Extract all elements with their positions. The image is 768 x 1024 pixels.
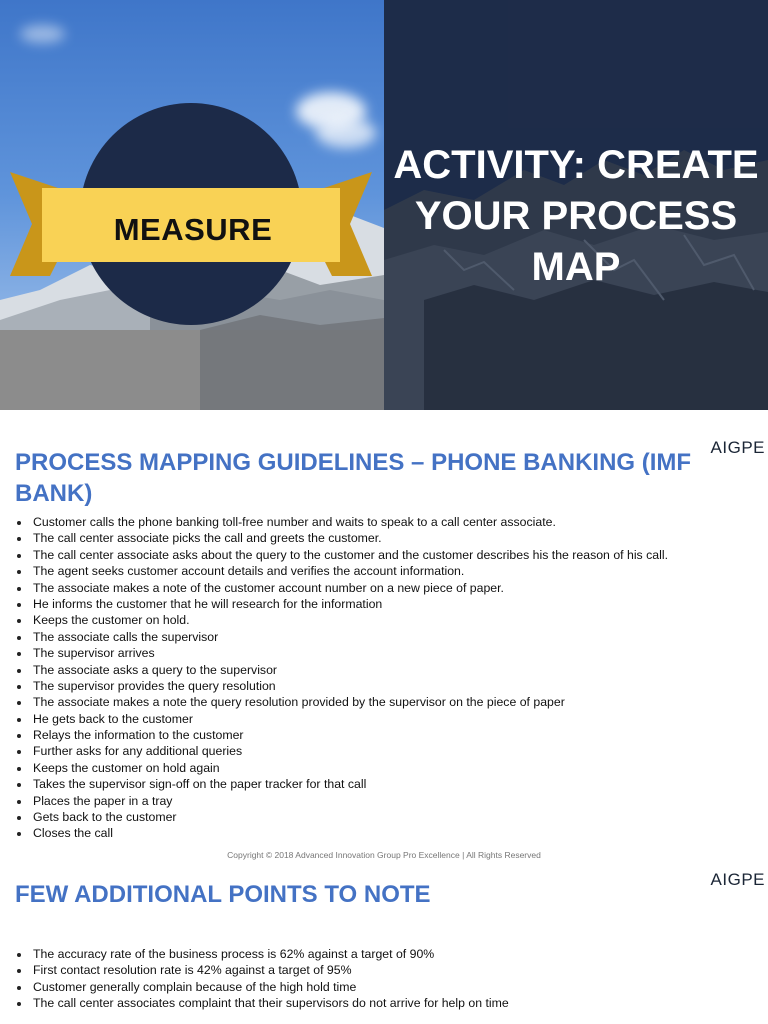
phase-label: MEASURE	[113, 212, 273, 247]
list-item: The accuracy rate of the business process is 62% against a target of 90%	[15, 946, 509, 962]
copyright-footer: Copyright © 2018 Advanced Innovation Group Pro Excellence | All Rights Reserved	[227, 850, 541, 860]
list-item: Keeps the customer on hold again	[15, 760, 668, 776]
guidelines-slide	[0, 432, 768, 864]
list-item: The associate makes a note the query resolution provided by the supervisor on the piece of paper	[15, 694, 668, 710]
list-item: First contact resolution rate is 42% against a target of 95%	[15, 962, 509, 978]
additional-points-slide	[0, 864, 768, 1024]
list-item: Customer generally complain because of the high hold time	[15, 979, 509, 995]
slide-title-line: MAP	[531, 245, 621, 289]
list-item: Keeps the customer on hold.	[15, 612, 668, 628]
list-item: Gets back to the customer	[15, 809, 668, 825]
list-item: The call center associate picks the call and greets the customer.	[15, 530, 668, 546]
list-item: Places the paper in a tray	[15, 793, 668, 809]
list-item: Relays the information to the customer	[15, 727, 668, 743]
list-item: He informs the customer that he will research for the information	[15, 596, 668, 612]
list-item: Takes the supervisor sign-off on the paper tracker for that call	[15, 776, 668, 792]
list-item: Further asks for any additional queries	[15, 743, 668, 759]
list-item: The supervisor provides the query resolution	[15, 678, 668, 694]
slide-title-line: YOUR PROCESS	[414, 194, 738, 238]
list-item: The agent seeks customer account details and verifies the account information.	[15, 563, 668, 579]
list-item: The associate calls the supervisor	[15, 629, 668, 645]
slide-divider	[0, 410, 768, 432]
brand-logo: AIGPE	[710, 870, 765, 889]
list-item: The call center associate asks about the query to the customer and the customer describes his the reason of his call.	[15, 547, 668, 563]
list-item: The associate makes a note of the customer account number on a new piece of paper.	[15, 580, 668, 596]
list-item: The supervisor arrives	[15, 645, 668, 661]
title-slide	[0, 0, 768, 432]
list-item: The call center associates complaint that their supervisors do not arrive for help on time	[15, 995, 509, 1011]
list-item: The associate asks a query to the supervisor	[15, 662, 668, 678]
list-item: Closes the call	[15, 825, 668, 841]
slide-title	[384, 140, 768, 293]
brand-logo: AIGPE	[710, 438, 765, 457]
slide-heading: FEW ADDITIONAL POINTS TO NOTE	[15, 881, 431, 908]
slide-title-line: ACTIVITY: CREATE	[393, 143, 759, 187]
guideline-list	[15, 514, 668, 842]
points-list	[15, 946, 509, 1012]
list-item: He gets back to the customer	[15, 711, 668, 727]
list-item: Customer calls the phone banking toll-free number and waits to speak to a call center associate.	[15, 514, 668, 530]
slide-heading: PROCESS MAPPING GUIDELINES – PHONE BANKING (IMF BANK)	[15, 449, 692, 507]
